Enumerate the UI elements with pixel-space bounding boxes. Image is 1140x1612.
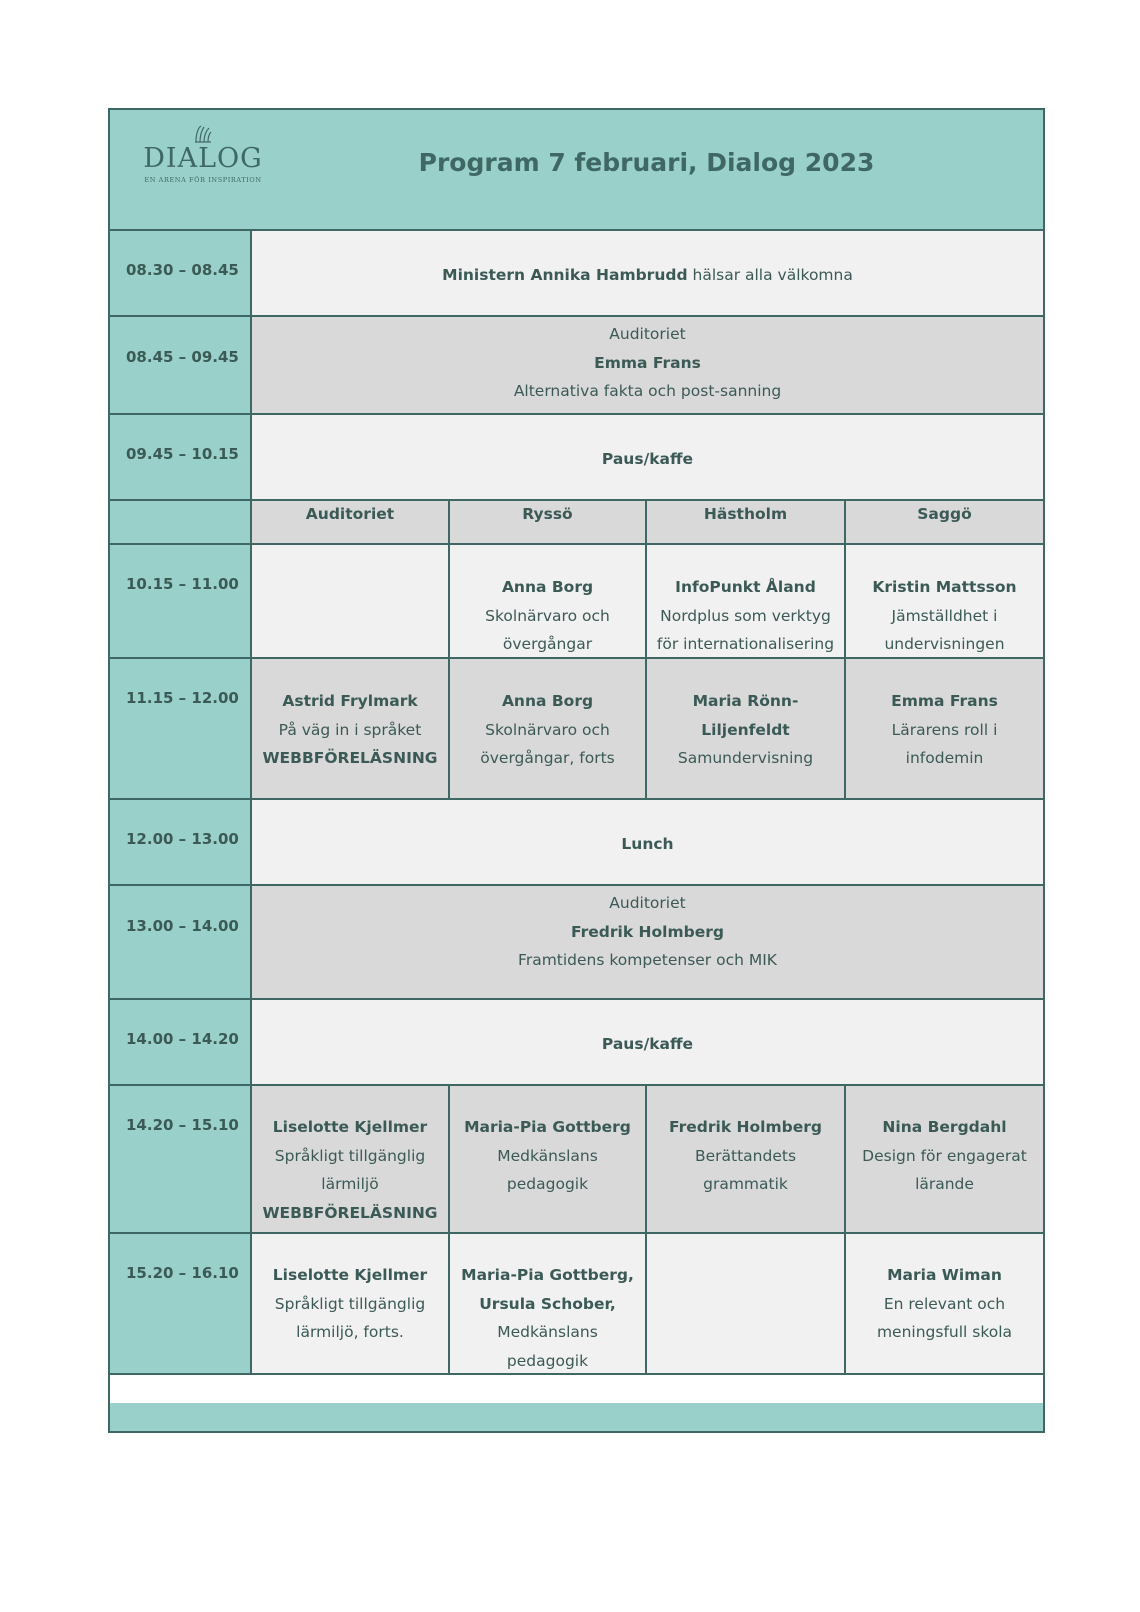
session-topic: pedagogik <box>506 1175 589 1193</box>
room-header-3 <box>647 501 846 545</box>
time-label: 14.20 – 15.10 <box>126 1116 239 1134</box>
session-cell <box>647 659 846 800</box>
welcome-line <box>252 261 1043 290</box>
plenary-cell <box>252 317 1043 415</box>
time-cell-empty <box>110 501 252 545</box>
time-label: 09.45 – 10.15 <box>126 445 239 463</box>
session-cell <box>252 1086 450 1234</box>
session-cell <box>450 659 647 800</box>
program-header <box>110 110 1043 231</box>
page-title: Program 7 februari, Dialog 2023 <box>418 148 875 177</box>
time-label: 14.00 – 14.20 <box>126 1030 239 1048</box>
plenary-topic: Alternativa fakta och post-sanning <box>513 382 782 400</box>
plenary-cell <box>252 800 1043 886</box>
session-speaker: Liselotte Kjellmer <box>272 1118 428 1136</box>
session-cell <box>252 1234 450 1375</box>
session-speaker: Kristin Mattsson <box>872 578 1017 596</box>
time-cell <box>110 1000 252 1086</box>
session-topic: Jämställdhet i <box>891 606 998 625</box>
session-topic: grammatik <box>703 1175 788 1193</box>
session-topic: övergångar, forts <box>480 749 615 767</box>
session-cell <box>647 1234 846 1375</box>
session-topic: Lärarens roll i <box>891 720 998 739</box>
session-speaker: Maria-Pia Gottberg, <box>461 1266 634 1284</box>
session-cell <box>450 545 647 659</box>
schedule-row <box>110 1234 1043 1375</box>
welcome-speaker: Ministern Annika Hambrudd <box>442 266 688 284</box>
time-cell <box>110 545 252 659</box>
time-label: 10.15 – 11.00 <box>126 575 239 593</box>
table-footer-band <box>110 1403 1043 1431</box>
schedule-row <box>110 886 1043 1000</box>
time-cell <box>110 800 252 886</box>
break-label: Paus/kaffe <box>601 1035 694 1053</box>
plenary-room: Auditoriet <box>609 894 686 912</box>
plenary-room: Auditoriet <box>609 325 686 343</box>
session-speaker: Anna Borg <box>501 578 594 596</box>
time-label: 12.00 – 13.00 <box>126 830 239 848</box>
time-label: 15.20 – 16.10 <box>126 1264 239 1282</box>
schedule-row <box>110 1086 1043 1234</box>
session-topic: Design för engagerat <box>862 1146 1027 1165</box>
session-topic: lärande <box>915 1175 974 1193</box>
session-speaker: Liselotte Kjellmer <box>272 1266 428 1284</box>
session-cell <box>846 545 1043 659</box>
session-cell <box>647 545 846 659</box>
schedule-row <box>110 415 1043 501</box>
webinar-note: WEBBFÖRELÄSNING <box>262 1203 438 1222</box>
time-cell <box>110 317 252 415</box>
session-speaker: InfoPunkt Åland <box>675 578 816 596</box>
time-label: 13.00 – 14.00 <box>126 917 239 935</box>
plenary-cell <box>252 886 1043 1000</box>
session-speaker: Liljenfeldt <box>701 720 790 739</box>
schedule-row <box>110 1000 1043 1086</box>
session-cell <box>450 1086 647 1234</box>
program-sheet <box>108 108 1045 1433</box>
session-speaker: Astrid Frylmark <box>282 692 418 710</box>
break-label: Paus/kaffe <box>601 450 694 468</box>
room-header-4 <box>846 501 1043 545</box>
plenary-cell <box>252 415 1043 501</box>
time-label: 11.15 – 12.00 <box>126 689 239 707</box>
session-speaker: Anna Borg <box>501 692 594 710</box>
logo-tagline: EN ARENA FÖR INSPIRATION <box>144 176 262 184</box>
room-name: Saggö <box>917 505 972 523</box>
session-topic: Språkligt tillgänglig <box>274 1294 426 1313</box>
session-speaker: Nina Bergdahl <box>882 1118 1007 1136</box>
session-topic: lärmiljö <box>321 1175 379 1193</box>
session-topic: En relevant och <box>883 1294 1006 1313</box>
dialog-logo <box>138 124 268 208</box>
session-topic: infodemin <box>905 749 984 767</box>
session-topic: lärmiljö, forts. <box>296 1323 404 1341</box>
session-speaker: Ursula Schober, <box>479 1294 616 1313</box>
plenary-topic: Framtidens kompetenser och MIK <box>518 951 777 969</box>
session-topic: meningsfull skola <box>876 1323 1013 1341</box>
session-topic: Berättandets <box>694 1146 797 1165</box>
time-cell <box>110 415 252 501</box>
time-cell <box>110 1086 252 1234</box>
schedule-row <box>110 800 1043 886</box>
room-header-1 <box>252 501 450 545</box>
session-topic: undervisningen <box>884 635 1005 653</box>
time-label: 08.30 – 08.45 <box>126 261 239 279</box>
break-label: Lunch <box>621 835 674 853</box>
session-cell <box>252 659 450 800</box>
session-topic: för internationalisering <box>656 635 835 653</box>
room-name: Hästholm <box>703 505 788 523</box>
session-speaker: Maria Wiman <box>887 1266 1002 1284</box>
session-cell <box>846 1086 1043 1234</box>
plenary-cell <box>252 1000 1043 1086</box>
time-cell <box>110 659 252 800</box>
time-cell <box>110 231 252 317</box>
schedule-row <box>110 317 1043 415</box>
rooms-header-row <box>110 501 1043 545</box>
session-speaker: Emma Frans <box>891 692 998 710</box>
session-topic: Skolnärvaro och <box>485 720 610 739</box>
room-header-2 <box>450 501 647 545</box>
session-topic: På väg in i språket <box>278 720 422 739</box>
time-cell <box>110 886 252 1000</box>
session-cell <box>846 659 1043 800</box>
schedule-row <box>110 545 1043 659</box>
session-cell <box>252 545 450 659</box>
plenary-cell <box>252 231 1043 317</box>
session-topic: Språkligt tillgänglig <box>274 1146 426 1165</box>
session-cell <box>647 1086 846 1234</box>
welcome-text: hälsar alla välkomna <box>692 266 853 284</box>
session-topic: Skolnärvaro och <box>485 606 610 625</box>
logo-emblem-icon <box>192 124 214 144</box>
logo-wordmark: DIALOG <box>143 143 263 174</box>
time-label: 08.45 – 09.45 <box>126 348 239 366</box>
schedule-row <box>110 659 1043 800</box>
session-cell <box>846 1234 1043 1375</box>
session-speaker: Fredrik Holmberg <box>669 1118 822 1136</box>
session-topic: Medkänslans <box>497 1146 598 1165</box>
session-cell <box>450 1234 647 1375</box>
session-topic: Samundervisning <box>677 749 814 767</box>
room-name: Auditoriet <box>305 505 395 523</box>
session-topic: pedagogik <box>506 1351 589 1370</box>
webinar-note: WEBBFÖRELÄSNING <box>262 749 438 767</box>
session-speaker: Maria Rönn- <box>692 692 799 710</box>
session-topic: Nordplus som verktyg <box>660 606 831 625</box>
plenary-speaker: Emma Frans <box>594 353 701 372</box>
room-name: Ryssö <box>522 505 573 523</box>
session-topic: övergångar <box>502 635 593 653</box>
session-speaker: Maria-Pia Gottberg <box>464 1118 631 1136</box>
schedule-row <box>110 231 1043 317</box>
session-topic: Medkänslans <box>497 1323 598 1341</box>
time-cell <box>110 1234 252 1375</box>
plenary-speaker: Fredrik Holmberg <box>571 922 724 941</box>
